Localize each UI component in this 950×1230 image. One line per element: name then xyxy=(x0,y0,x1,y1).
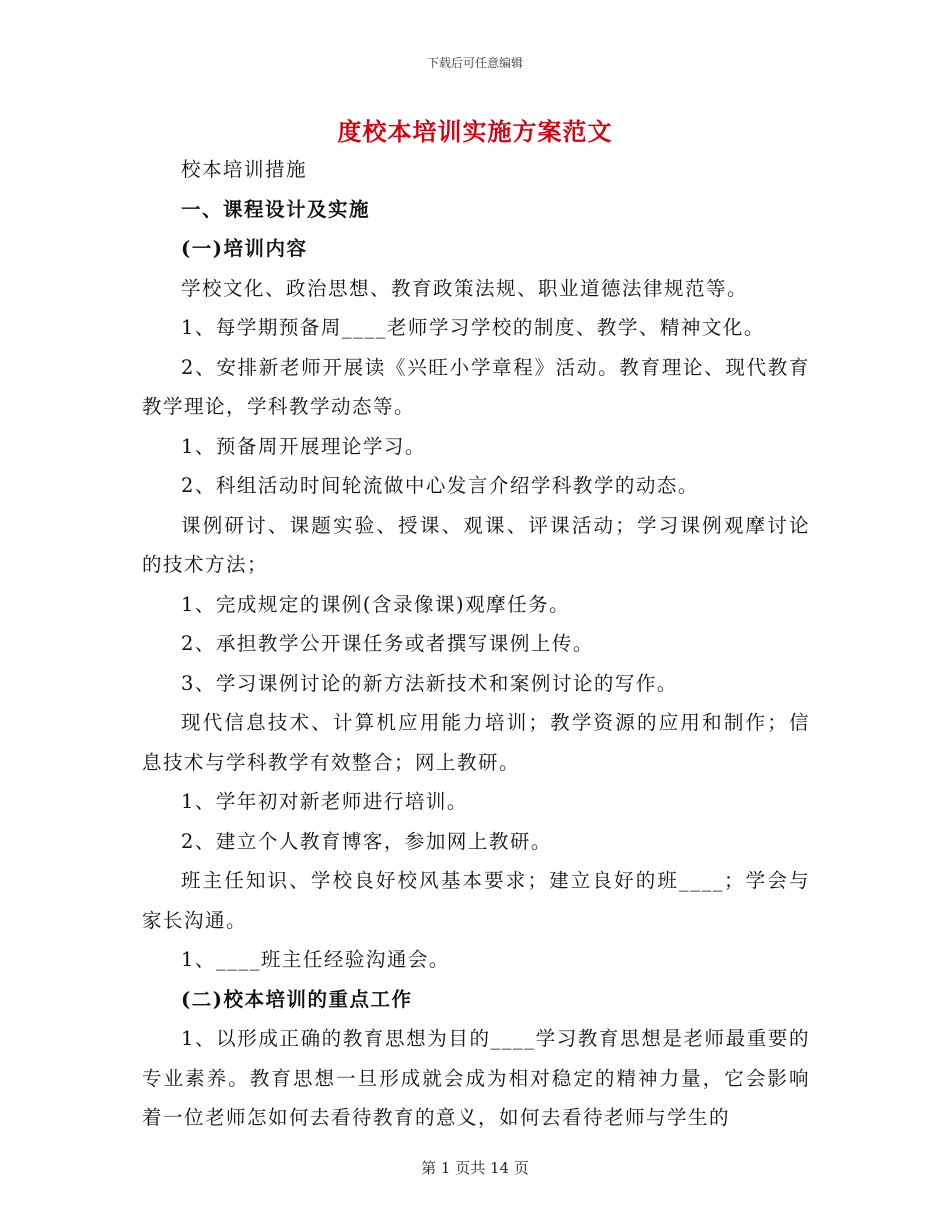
section-heading: 一、课程设计及实施 xyxy=(181,197,371,221)
paragraph: 现代信息技术、计算机应用能力培训；教学资源的应用和制作；信息技术与学科教学有效整合；网上教研。 xyxy=(142,711,810,774)
subsection-heading: (二)校本培训的重点工作 xyxy=(181,987,413,1011)
paragraph: 班主任知识、学校良好校风基本要求；建立良好的班____；学会与家长沟通。 xyxy=(142,869,810,932)
paragraph: 课例研讨、课题实验、授课、观课、评课活动；学习课例观摩讨论的技术方法； xyxy=(142,513,810,576)
paragraph: 1、预备周开展理论学习。 xyxy=(181,434,426,458)
paragraph: 1、每学期预备周____老师学习学校的制度、教学、精神文化。 xyxy=(181,316,765,339)
document-title: 度校本培训实施方案范文 xyxy=(337,117,613,146)
paragraph: 2、建立个人教育博客，参加网上教研。 xyxy=(181,829,552,853)
page-header-note: 下载后可任意编辑 xyxy=(426,56,523,70)
paragraph: 3、学习课例讨论的新方法新技术和案例讨论的写作。 xyxy=(181,671,678,695)
page-footer-number: 第 1 页共 14 页 xyxy=(421,1159,529,1177)
paragraph: 2、安排新老师开展读《兴旺小学章程》活动。教育理论、现代教育教学理论，学科教学动态等。 xyxy=(142,355,810,418)
paragraph: 1、以形成正确的教育思想为目的____学习教育思想是老师最重要的专业素养。教育思想一旦形成就会成为相对稳定的精神力量，它会影响着一位老师怎如何去看待教育的意义，如何去看待老师与学生的 xyxy=(142,1027,810,1129)
paragraph: 1、____班主任经验沟通会。 xyxy=(181,948,450,971)
paragraph: 校本培训措施 xyxy=(181,158,308,181)
document-body xyxy=(142,150,810,1138)
paragraph: 1、完成规定的课例(含录像课)观摩任务。 xyxy=(181,592,571,616)
paragraph: 学校文化、政治思想、教育政策法规、职业道德法律规范等。 xyxy=(181,276,749,300)
subsection-heading: (一)培训内容 xyxy=(181,237,308,260)
paragraph: 1、学年初对新老师进行培训。 xyxy=(181,790,468,813)
paragraph: 2、承担教学公开课任务或者撰写课例上传。 xyxy=(181,632,594,655)
paragraph: 2、科组活动时间轮流做中心发言介绍学科教学的动态。 xyxy=(181,474,699,497)
